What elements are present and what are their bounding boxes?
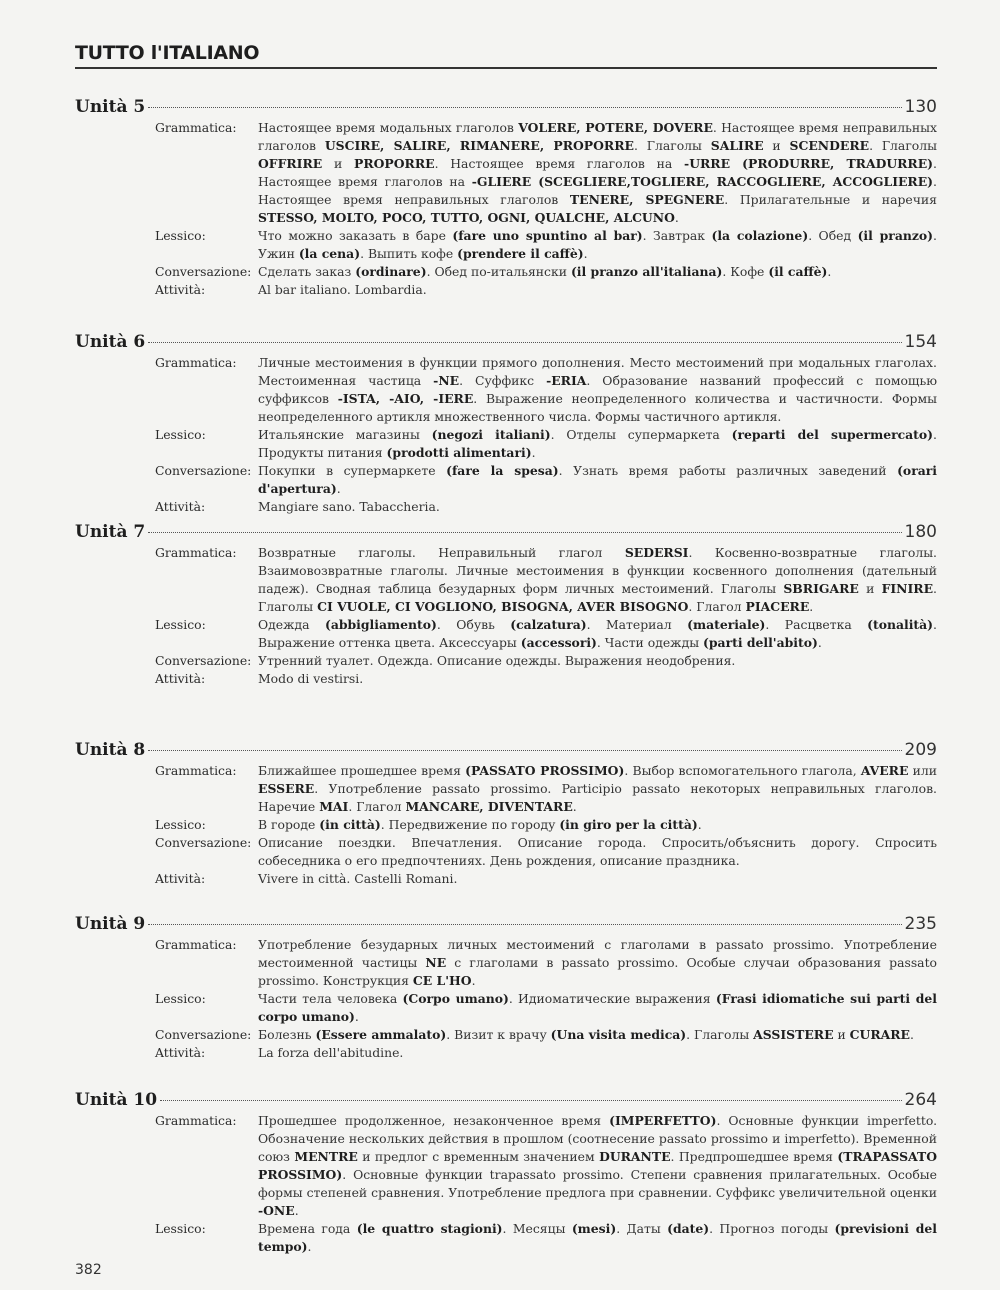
topic-text: [258, 1026, 937, 1044]
book-title: TUTTO l'ITALIANO: [75, 42, 260, 64]
unit-title: Unità 6: [75, 332, 146, 352]
page-number: 382: [75, 1262, 102, 1278]
text-segment: . Основные функции imperfetto. Обозначение нескольких действия в прошлом (соотнесение passato prossimo и imperfetto). Временной союз: [258, 1113, 938, 1164]
unit-page-number: 154: [904, 332, 937, 352]
text-segment: или: [908, 763, 938, 778]
unit-heading: [75, 332, 937, 352]
text-segment: . Косвенно-возвратные глаголы. Взаимовозвратные глаголы. Личные местоимения в функции косвенного дополнения (дательный падеж). Сводная таблица безударных форм личных местоимений. Глаголы: [258, 545, 937, 596]
topic-text: [258, 281, 937, 299]
bold-term: NE: [425, 955, 447, 970]
dot-leader: [148, 107, 901, 108]
text-segment: . Выбор вспомогательного глагола,: [624, 763, 861, 778]
topic-label: Lessico:: [155, 991, 206, 1006]
unit-heading: [75, 1090, 937, 1110]
text-segment: . Обувь: [436, 617, 511, 632]
bold-term: SEDERSI: [624, 545, 689, 560]
bold-term: (calzatura): [510, 617, 587, 632]
topic-label: Attività:: [155, 871, 206, 886]
topic-text: [258, 498, 937, 516]
bold-term: (Una visita medica): [550, 1027, 687, 1042]
topic-label: Attività:: [155, 1045, 206, 1060]
bold-term: MANCARE, DIVENTARE: [405, 799, 573, 814]
text-segment: .: [531, 445, 536, 460]
text-segment: . Настоящее время глаголов на: [258, 156, 937, 189]
bold-term: (accessori): [520, 635, 597, 650]
bold-term: -ERIA: [546, 373, 587, 388]
topic-text: [258, 462, 937, 498]
text-segment: . Настоящее время неправильных глаголов: [258, 174, 937, 207]
text-segment: . Глагол: [688, 599, 746, 614]
text-segment: . Обед по-итальянски: [426, 264, 571, 279]
dot-leader: [148, 532, 901, 533]
text-segment: Утренний туалет. Одежда. Описание одежды. Выражения неодобрения.: [258, 653, 736, 668]
bold-term: (Frasi idiomatiche sui parti del corpo umano): [258, 991, 937, 1024]
text-segment: . Глаголы: [686, 1027, 754, 1042]
topic-text: [258, 354, 937, 426]
unit-heading: [75, 522, 937, 542]
topic-text: [258, 834, 937, 870]
text-segment: Личные местоимения в функции прямого дополнения. Место местоимений при модальных глаголах. Местоименная частица: [258, 355, 937, 388]
text-segment: Описание поездки. Впечатления. Описание города. Спросить/объяснить дорогу. Спросить собеседника о его предпочтениях. День рождения, описание праздника.: [258, 835, 937, 868]
text-segment: Vivere in città. Castelli Romani.: [258, 871, 458, 886]
text-segment: . Глаголы: [258, 581, 937, 614]
topic-row: [155, 616, 937, 652]
topic-row: [155, 1220, 937, 1256]
dot-leader: [148, 342, 901, 343]
bold-term: (fare uno spuntino al bar): [452, 228, 643, 243]
topic-text: [258, 936, 937, 990]
text-segment: .: [817, 635, 822, 650]
bold-term: (parti dell'abito): [703, 635, 818, 650]
text-segment: . Месяцы: [502, 1221, 572, 1236]
topic-label: Lessico:: [155, 817, 206, 832]
bold-term: MENTRE: [294, 1149, 358, 1164]
topic-row: [155, 498, 937, 516]
bold-term: (abbigliamento): [324, 617, 437, 632]
text-segment: Mangiare sano. Tabaccheria.: [258, 499, 440, 514]
topic-label: Conversazione:: [155, 264, 252, 279]
text-segment: . Основные функции trapassato prossimo. Степени сравнения прилагательных. Особые формы степеней сравнения. Употребление предлога при сравнении. Суффикс увеличительной оценки: [258, 1167, 937, 1200]
text-segment: Времена года: [258, 1221, 357, 1236]
text-segment: .: [471, 973, 476, 988]
topic-label: Attività:: [155, 282, 206, 297]
text-segment: . Завтрак: [642, 228, 712, 243]
topic-text: [258, 816, 937, 834]
unit-topics: [155, 762, 937, 888]
bold-term: (in giro per la città): [559, 817, 698, 832]
topic-text: [258, 616, 937, 652]
topic-text: [258, 652, 937, 670]
topic-row: [155, 762, 937, 816]
topic-row: [155, 227, 937, 263]
text-segment: Modo di vestirsi.: [258, 671, 364, 686]
text-segment: и: [833, 1027, 850, 1042]
text-segment: . Материал: [586, 617, 688, 632]
text-segment: Одежда: [258, 617, 325, 632]
text-segment: Возвратные глаголы. Неправильный глагол: [258, 545, 625, 560]
topic-text: [258, 227, 937, 263]
topic-row: [155, 670, 937, 688]
topic-label: Conversazione:: [155, 653, 252, 668]
topic-label: Lessico:: [155, 1221, 206, 1236]
unit-entry: [75, 522, 937, 688]
dot-leader: [148, 924, 901, 925]
text-segment: .: [294, 1203, 299, 1218]
unit-topics: [155, 544, 937, 688]
text-segment: Ближайшее прошедшее время: [258, 763, 466, 778]
topic-row: [155, 119, 937, 227]
text-segment: Покупки в супермаркете: [258, 463, 447, 478]
text-segment: . Узнать время работы различных заведений: [558, 463, 898, 478]
bold-term: (fare la spesa): [446, 463, 559, 478]
bold-term: SBRIGARE: [783, 581, 859, 596]
text-segment: и предлог с временным значением: [357, 1149, 600, 1164]
text-segment: и: [322, 156, 354, 171]
topic-row: [155, 870, 937, 888]
topic-row: [155, 462, 937, 498]
topic-text: [258, 263, 937, 281]
topic-text: [258, 1220, 937, 1256]
bold-term: (date): [667, 1221, 710, 1236]
text-segment: . Настоящее время неправильных глаголов: [258, 120, 937, 153]
text-segment: и: [858, 581, 882, 596]
text-segment: .: [307, 1239, 312, 1254]
text-segment: . Кофе: [722, 264, 769, 279]
topic-text: [258, 1112, 937, 1220]
bold-term: MAI: [319, 799, 349, 814]
bold-term: FINIRE: [881, 581, 934, 596]
text-segment: .: [809, 599, 814, 614]
text-segment: Итальянские магазины: [258, 427, 432, 442]
unit-entry: [75, 740, 937, 888]
text-segment: Что можно заказать в баре: [258, 228, 453, 243]
bold-term: (previsioni del tempo): [258, 1221, 937, 1254]
unit-title: Unità 5: [75, 97, 146, 117]
text-segment: . Глагол: [348, 799, 406, 814]
unit-heading: [75, 740, 937, 760]
text-segment: . Визит к врачу: [446, 1027, 551, 1042]
topic-row: [155, 1112, 937, 1220]
bold-term: CI VUOLE, CI VOGLIONO, BISOGNA, AVER BISOGNO: [317, 599, 689, 614]
text-segment: .: [909, 1027, 914, 1042]
text-segment: .: [697, 817, 702, 832]
text-segment: . Идиоматические выражения: [508, 991, 716, 1006]
unit-heading: [75, 914, 937, 934]
bold-term: (prodotti alimentari): [386, 445, 532, 460]
topic-label: Attività:: [155, 499, 206, 514]
topic-row: [155, 1026, 937, 1044]
unit-entry: [75, 1090, 937, 1256]
bold-term: SCENDERE: [789, 138, 870, 153]
bold-term: (le quattro stagioni): [356, 1221, 503, 1236]
text-segment: . Ужин: [258, 228, 937, 261]
bold-term: SALIRE: [710, 138, 764, 153]
text-segment: . Выражение оттенка цвета. Аксессуары: [258, 617, 937, 650]
bold-term: (TRAPASSATO PROSSIMO): [258, 1149, 938, 1182]
text-segment: . Выражение неопределенного количества и частичности. Формы неопределенного артикля множественного числа. Формы частичного артикля.: [258, 391, 937, 424]
topic-row: [155, 281, 937, 299]
text-segment: Сделать заказ: [258, 264, 356, 279]
bold-term: (la cena): [298, 246, 361, 261]
bold-term: -NE: [433, 373, 460, 388]
topic-label: Conversazione:: [155, 463, 252, 478]
bold-term: -ONE: [258, 1203, 295, 1218]
bold-term: TENERE, SPEGNERE: [569, 192, 725, 207]
bold-term: (PASSATO PROSSIMO): [465, 763, 625, 778]
bold-term: (negozi italiani): [431, 427, 551, 442]
topic-text: [258, 544, 937, 616]
topic-label: Lessico:: [155, 427, 206, 442]
unit-topics: [155, 119, 937, 299]
topic-text: [258, 990, 937, 1026]
bold-term: (reparti del supermercato): [731, 427, 934, 442]
topic-row: [155, 426, 937, 462]
bold-term: (il caffè): [768, 264, 828, 279]
topic-label: Grammatica:: [155, 355, 237, 370]
topic-label: Grammatica:: [155, 545, 237, 560]
text-segment: Прошедшее продолженное, незаконченное время: [258, 1113, 610, 1128]
topic-row: [155, 652, 937, 670]
text-segment: Болезнь: [258, 1027, 316, 1042]
unit-topics: [155, 1112, 937, 1256]
bold-term: OFFRIRE: [258, 156, 323, 171]
text-segment: Употребление безударных личных местоимений с глаголами в passato prossimo. Употребление местоименной частицы: [258, 937, 937, 970]
unit-page-number: 209: [904, 740, 937, 760]
text-segment: . Предпрошедшее время: [670, 1149, 838, 1164]
topic-text: [258, 1044, 937, 1062]
bold-term: STESSO, MOLTO, POCO, TUTTO, OGNI, QUALCHE, ALCUNO: [258, 210, 675, 225]
bold-term: (mesi): [571, 1221, 617, 1236]
text-segment: . Прогноз погоды: [709, 1221, 835, 1236]
bold-term: -URRE (PRODURRE, TRADURRE): [684, 156, 934, 171]
bold-term: (IMPERFETTO): [609, 1113, 717, 1128]
topic-row: [155, 816, 937, 834]
unit-topics: [155, 354, 937, 516]
text-segment: . Отделы супермаркета: [550, 427, 732, 442]
bold-term: (il pranzo): [857, 228, 934, 243]
topic-row: [155, 990, 937, 1026]
text-segment: с глаголами в passato prossimo. Особые случаи образования passato prossimo. Конструкция: [258, 955, 938, 988]
bold-term: AVERE: [860, 763, 909, 778]
topic-row: [155, 936, 937, 990]
dot-leader: [160, 1100, 901, 1101]
bold-term: -ISTA, -AIO, -IERE: [337, 391, 474, 406]
bold-term: (orari d'apertura): [258, 463, 937, 496]
text-segment: и: [763, 138, 790, 153]
bold-term: (Corpo umano): [402, 991, 509, 1006]
topic-label: Grammatica:: [155, 1113, 237, 1128]
bold-term: VOLERE, POTERE, DOVERE: [518, 120, 713, 135]
unit-title: Unità 9: [75, 914, 146, 934]
bold-term: PROPORRE: [354, 156, 435, 171]
unit-page-number: 130: [904, 97, 937, 117]
topic-label: Grammatica:: [155, 120, 237, 135]
topic-row: [155, 354, 937, 426]
text-segment: Части тела человека: [258, 991, 403, 1006]
text-segment: .: [583, 246, 588, 261]
unit-topics: [155, 936, 937, 1062]
bold-term: (la colazione): [711, 228, 809, 243]
bold-term: CURARE: [849, 1027, 910, 1042]
text-segment: . Даты: [616, 1221, 668, 1236]
text-segment: . Части одежды: [596, 635, 704, 650]
topic-text: [258, 426, 937, 462]
topic-row: [155, 544, 937, 616]
text-segment: . Употребление passato prossimo. Participio passato некоторых неправильных глаголов. Наречие: [258, 781, 937, 814]
text-segment: . Расцветка: [765, 617, 868, 632]
bold-term: ESSERE: [258, 781, 315, 796]
text-segment: . Суффикс: [459, 373, 547, 388]
topic-text: [258, 670, 937, 688]
topic-text: [258, 119, 937, 227]
bold-term: USCIRE, SALIRE, RIMANERE, PROPORRE: [324, 138, 634, 153]
unit-title: Unità 8: [75, 740, 146, 760]
text-segment: .: [572, 799, 577, 814]
topic-text: [258, 870, 937, 888]
unit-title: Unità 10: [75, 1090, 158, 1110]
bold-term: (il pranzo all'italiana): [570, 264, 723, 279]
text-segment: .: [354, 1009, 359, 1024]
topic-text: [258, 762, 937, 816]
text-segment: . Глаголы: [633, 138, 711, 153]
unit-title: Unità 7: [75, 522, 146, 542]
text-segment: . Настоящее время глаголов на: [434, 156, 685, 171]
topic-row: [155, 263, 937, 281]
text-segment: . Обед: [808, 228, 858, 243]
bold-term: DURANTE: [599, 1149, 671, 1164]
bold-term: (tonalità): [867, 617, 934, 632]
unit-entry: [75, 914, 937, 1062]
bold-term: (prendere il caffè): [457, 246, 584, 261]
text-segment: . Образование названий профессий с помощью суффиксов: [258, 373, 937, 406]
bold-term: (ordinare): [355, 264, 427, 279]
bold-term: (materiale): [687, 617, 766, 632]
topic-label: Conversazione:: [155, 1027, 252, 1042]
topic-row: [155, 1044, 937, 1062]
text-segment: . Передвижение по городу: [380, 817, 560, 832]
unit-entry: [75, 97, 937, 299]
topic-row: [155, 834, 937, 870]
bold-term: (Essere ammalato): [315, 1027, 447, 1042]
topic-label: Lessico:: [155, 228, 206, 243]
text-segment: .: [336, 481, 341, 496]
bold-term: -GLIERE (SCEGLIERE,TOGLIERE, RACCOGLIERE, ACCOGLIERE): [471, 174, 934, 189]
unit-page-number: 264: [904, 1090, 937, 1110]
text-segment: . Продукты питания: [258, 427, 937, 460]
topic-label: Grammatica:: [155, 937, 237, 952]
topic-label: Conversazione:: [155, 835, 252, 850]
unit-page-number: 180: [904, 522, 937, 542]
topic-label: Lessico:: [155, 617, 206, 632]
text-segment: Настоящее время модальных глаголов: [258, 120, 519, 135]
running-header: [75, 42, 937, 69]
unit-page-number: 235: [904, 914, 937, 934]
bold-term: CE L'HO: [412, 973, 472, 988]
text-segment: . Глаголы: [869, 138, 938, 153]
text-segment: .: [674, 210, 679, 225]
text-segment: La forza dell'abitudine.: [258, 1045, 404, 1060]
text-segment: Al bar italiano. Lombardia.: [258, 282, 427, 297]
topic-label: Grammatica:: [155, 763, 237, 778]
bold-term: (in città): [319, 817, 381, 832]
unit-heading: [75, 97, 937, 117]
text-segment: . Выпить кофе: [360, 246, 458, 261]
unit-entry: [75, 332, 937, 516]
topic-label: Attività:: [155, 671, 206, 686]
text-segment: . Прилагательные и наречия: [724, 192, 937, 207]
text-segment: В городе: [258, 817, 320, 832]
dot-leader: [148, 750, 901, 751]
bold-term: ASSISTERE: [753, 1027, 834, 1042]
text-segment: .: [827, 264, 832, 279]
bold-term: PIACERE: [745, 599, 810, 614]
